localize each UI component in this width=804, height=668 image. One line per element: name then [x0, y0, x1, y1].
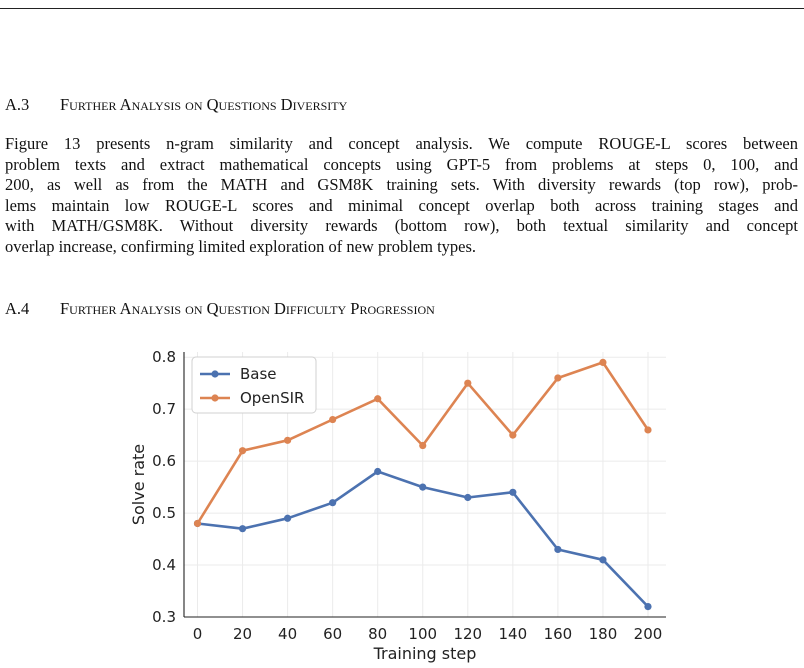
y-tick-label: 0.3 — [152, 608, 176, 626]
x-tick-label: 20 — [233, 625, 253, 643]
data-point-opensir — [599, 359, 606, 366]
data-point-base — [329, 499, 336, 506]
section-number: A.4 — [5, 299, 30, 318]
legend-marker — [211, 370, 218, 377]
x-tick-label: 0 — [192, 625, 203, 643]
legend-label: Base — [240, 365, 277, 383]
paragraph-line: 200, as well as from the MATH and GSM8K training sets. With diversity rewards (top row), prob- — [5, 175, 798, 195]
data-point-base — [419, 483, 426, 490]
data-point-base — [374, 468, 381, 475]
data-point-opensir — [554, 374, 561, 381]
y-axis-label: Solve rate — [129, 443, 148, 526]
section-title: Further Analysis on Question Difficulty Progression — [60, 299, 435, 318]
y-tick-label: 0.8 — [152, 348, 176, 367]
x-tick-label: 60 — [323, 625, 343, 643]
body-paragraph — [5, 134, 798, 258]
y-tick-label: 0.4 — [152, 556, 176, 575]
data-point-opensir — [374, 395, 381, 402]
data-point-opensir — [284, 437, 291, 444]
data-point-opensir — [239, 447, 246, 454]
y-tick-labels — [152, 348, 176, 626]
x-tick-label: 40 — [278, 625, 298, 643]
top-rule — [0, 8, 804, 9]
section-number: A.3 — [5, 95, 30, 114]
x-tick-label: 120 — [453, 625, 483, 643]
data-point-opensir — [419, 442, 426, 449]
x-tick-label: 200 — [633, 625, 663, 643]
data-point-opensir — [644, 426, 651, 433]
x-axis-label: Training step — [373, 644, 477, 663]
x-tick-label: 180 — [588, 625, 618, 643]
legend-marker — [211, 394, 218, 401]
chart-legend — [192, 357, 316, 413]
x-tick-label: 80 — [368, 625, 388, 643]
legend-label: OpenSIR — [240, 389, 305, 407]
paragraph-line: lems maintain low ROUGE-L scores and minimal concept overlap both across training stages and — [5, 195, 798, 215]
paragraph-line: with MATH/GSM8K. Without diversity rewards (bottom row), both textual similarity and concept — [5, 216, 798, 236]
data-point-base — [554, 546, 561, 553]
data-point-opensir — [329, 416, 336, 423]
data-point-base — [644, 603, 651, 610]
y-tick-label: 0.5 — [152, 504, 176, 523]
y-tick-label: 0.7 — [152, 400, 176, 419]
data-point-base — [464, 494, 471, 501]
data-point-opensir — [194, 520, 201, 527]
solve-rate-line-chart — [120, 340, 680, 668]
section-heading-a3 — [5, 95, 347, 115]
x-tick-label: 140 — [498, 625, 528, 643]
section-heading-a4 — [5, 299, 435, 319]
data-point-base — [284, 515, 291, 522]
paragraph-line: problem texts and extract mathematical concepts using GPT-5 from problems at steps 0, 100, and — [5, 154, 798, 174]
y-tick-label: 0.6 — [152, 452, 176, 471]
paragraph-line: Figure 13 presents n-gram similarity and concept analysis. We compute ROUGE-L scores between — [5, 134, 798, 153]
data-point-opensir — [509, 432, 516, 439]
data-point-base — [239, 525, 246, 532]
x-tick-labels — [193, 625, 663, 643]
data-point-base — [509, 489, 516, 496]
x-tick-label: 160 — [543, 625, 573, 643]
data-point-opensir — [464, 380, 471, 387]
data-point-base — [599, 556, 606, 563]
section-title: Further Analysis on Questions Diversity — [60, 95, 348, 114]
x-tick-label: 100 — [408, 625, 438, 643]
paragraph-line: overlap increase, confirming limited exploration of new problem types. — [5, 236, 477, 256]
